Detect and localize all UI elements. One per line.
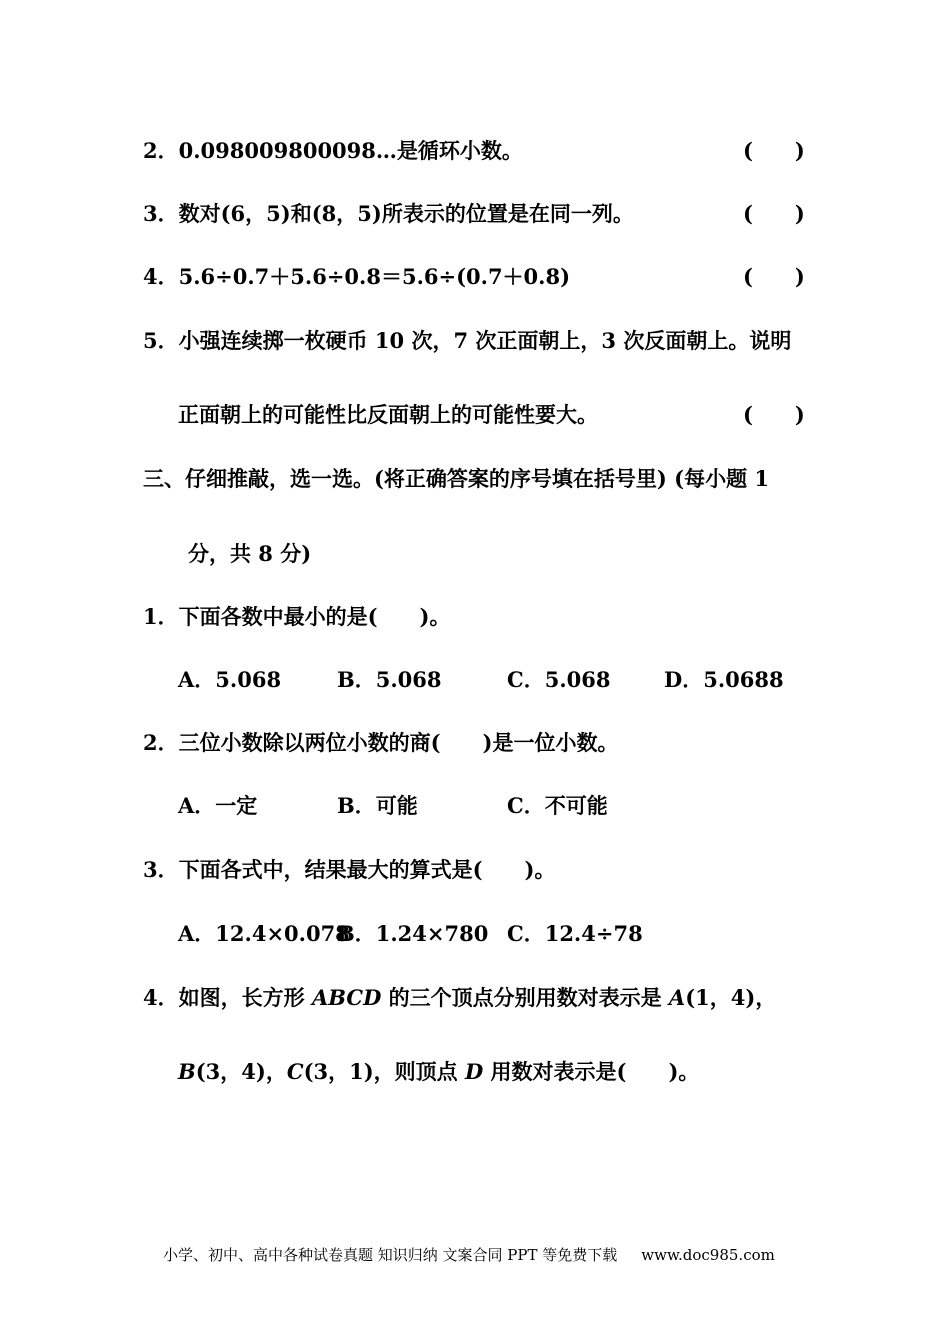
judge-q5: [143, 327, 791, 355]
vertex-d-label: D: [465, 1059, 484, 1084]
vertex-b-label: B: [178, 1059, 196, 1084]
judge-q4-number: 4．: [143, 264, 179, 289]
section3-heading: 三、仔细推敲，选一选。(将正确答案的序号填在括号里) (每小题 1: [143, 466, 770, 491]
choice-q2-stem: 2．三位小数除以两位小数的商( )是一位小数。: [143, 730, 619, 755]
choice-q2-option-a[interactable]: A．一定: [178, 793, 258, 818]
choice-q4-text: (3，4)，: [195, 1059, 287, 1084]
rectangle-label-abcd: ABCD: [311, 985, 382, 1010]
choice-q4-text: (1，4)，: [685, 985, 777, 1010]
choice-q4-stem-line2: [178, 1058, 699, 1086]
section3-heading-line2: 分，共 8 分): [188, 541, 312, 566]
judge-q5-number: 5．: [143, 328, 179, 353]
choice-q4-text: 用数对表示是( )。: [483, 1059, 700, 1084]
choice-q3-option-c[interactable]: C．12.4÷78: [507, 921, 643, 946]
choice-q1-option-d[interactable]: D．5.0688: [664, 667, 784, 692]
judge-q2-text: 0.098009800098…是循环小数。: [178, 138, 523, 163]
choice-q4-text: 的三个顶点分别用数对表示是: [381, 985, 669, 1010]
choice-q1-option-c[interactable]: C．5.068: [507, 667, 611, 692]
choice-q3-option-b[interactable]: B．1.24×780: [337, 921, 489, 946]
footer-text: 小学、初中、高中各种试卷真题 知识归纳 文案合同 PPT 等免费下载: [163, 1246, 618, 1264]
judge-q2-answer-blank[interactable]: ( ): [743, 138, 805, 163]
choice-q4-text: (3，1)，则顶点: [303, 1059, 465, 1084]
choice-q2-option-c[interactable]: C．不可能: [507, 793, 608, 818]
judge-q3: [143, 200, 634, 228]
judge-q5-text-line1: 小强连续掷一枚硬币 10 次，7 次正面朝上，3 次反面朝上。说明: [178, 328, 792, 353]
judge-q3-number: 3．: [143, 201, 179, 226]
choice-q1-option-b[interactable]: B．5.068: [337, 667, 442, 692]
choice-q3-stem: 3．下面各式中，结果最大的算式是( )。: [143, 857, 556, 882]
judge-q4: [143, 263, 570, 291]
judge-q2: [143, 137, 523, 165]
judge-q3-text: 数对(6，5)和(8，5)所表示的位置是在同一列。: [178, 201, 634, 226]
vertex-c-label: C: [286, 1059, 304, 1084]
choice-q2-option-b[interactable]: B．可能: [337, 793, 418, 818]
choice-q1-stem: 1．下面各数中最小的是( )。: [143, 604, 451, 629]
choice-q3-option-a[interactable]: A．12.4×0.078: [178, 921, 350, 946]
judge-q4-text: 5.6÷0.7＋5.6÷0.8＝5.6÷(0.7＋0.8): [178, 264, 571, 289]
choice-q4-text: 如图，长方形: [178, 985, 312, 1010]
footer-url-link[interactable]: www.doc985.com: [641, 1246, 775, 1264]
page-footer: [163, 1244, 775, 1266]
judge-q5-answer-blank[interactable]: ( ): [743, 402, 805, 427]
choice-q4-number: 4．: [143, 985, 179, 1010]
judge-q3-answer-blank[interactable]: ( ): [743, 201, 805, 226]
vertex-a-label: A: [668, 985, 686, 1010]
choice-q1-option-a[interactable]: A．5.068: [178, 667, 282, 692]
judge-q4-answer-blank[interactable]: ( ): [743, 264, 805, 289]
judge-q5-line2: 正面朝上的可能性比反面朝上的可能性要大。: [178, 402, 598, 427]
judge-q2-number: 2．: [143, 138, 179, 163]
choice-q4-stem: [143, 984, 776, 1012]
